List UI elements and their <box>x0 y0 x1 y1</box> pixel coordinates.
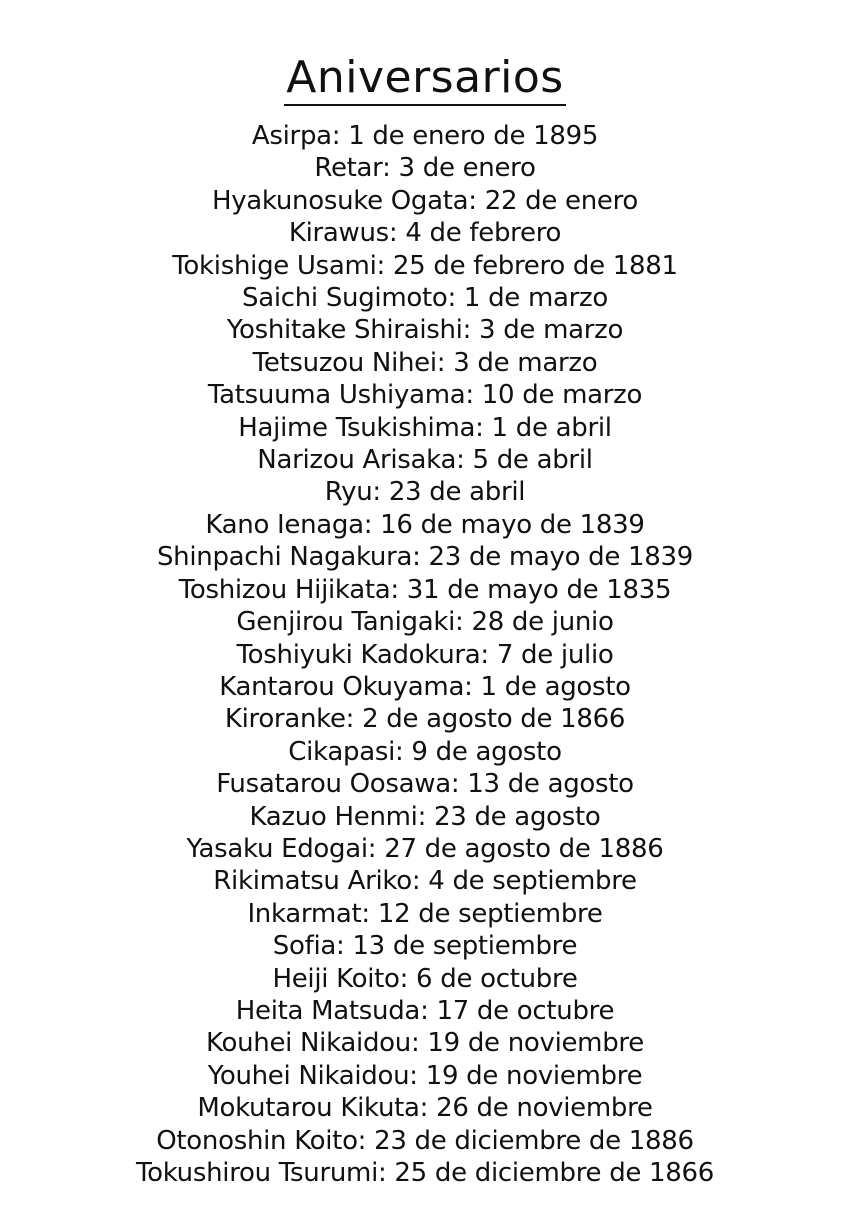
anniversary-entry: Ryu: 23 de abril <box>324 477 526 508</box>
anniversary-entry: Sofia: 13 de septiembre <box>272 931 578 962</box>
anniversary-entry: Asirpa: 1 de enero de 1895 <box>251 121 599 151</box>
anniversary-entry: Narizou Arisaka: 5 de abril <box>257 445 593 476</box>
anniversary-entry: Fusatarou Oosawa: 13 de agosto <box>216 769 634 800</box>
anniversary-entry: Hajime Tsukishima: 1 de abril <box>238 412 612 443</box>
anniversary-entry: Heiji Koito: 6 de octubre <box>272 963 578 994</box>
anniversary-entry: Mokutarou Kikuta: 26 de noviembre <box>197 1093 653 1124</box>
anniversary-entry: Youhei Nikaidou: 19 de noviembre <box>207 1060 643 1091</box>
anniversary-entry: Kano Ienaga: 16 de mayo de 1839 <box>205 509 645 540</box>
anniversary-entry: Cikapasi: 9 de agosto <box>288 736 562 767</box>
anniversary-entry: Retar: 3 de enero <box>314 153 536 184</box>
anniversary-list <box>136 120 714 1189</box>
anniversary-entry: Tokishige Usami: 25 de febrero de 1881 <box>172 250 678 281</box>
anniversary-entry: Kazuo Henmi: 23 de agosto <box>249 801 601 832</box>
anniversary-entry: Toshizou Hijikata: 31 de mayo de 1835 <box>178 574 672 605</box>
anniversary-entry: Genjirou Tanigaki: 28 de junio <box>236 607 614 638</box>
anniversary-entry: Tokushirou Tsurumi: 25 de diciembre de 1866 <box>135 1158 715 1188</box>
anniversary-entry: Otonoshin Koito: 23 de diciembre de 1886 <box>156 1125 694 1156</box>
anniversary-entry: Saichi Sugimoto: 1 de marzo <box>242 283 608 314</box>
anniversary-entry: Kantarou Okuyama: 1 de agosto <box>219 671 631 702</box>
anniversary-entry: Kiroranke: 2 de agosto de 1866 <box>224 704 626 735</box>
anniversary-entry: Yasaku Edogai: 27 de agosto de 1886 <box>186 833 664 864</box>
anniversary-entry: Rikimatsu Ariko: 4 de septiembre <box>213 866 637 897</box>
anniversary-entry: Hyakunosuke Ogata: 22 de enero <box>211 185 639 216</box>
page-title: Aniversarios <box>284 52 565 106</box>
anniversary-entry: Tetsuzou Nihei: 3 de marzo <box>252 347 598 378</box>
anniversary-entry: Inkarmat: 12 de septiembre <box>247 898 603 929</box>
anniversary-entry: Tatsuuma Ushiyama: 10 de marzo <box>207 380 643 411</box>
anniversary-entry: Toshiyuki Kadokura: 7 de julio <box>236 639 614 670</box>
anniversary-entry: Heita Matsuda: 17 de octubre <box>235 995 615 1026</box>
anniversary-entry: Kouhei Nikaidou: 19 de noviembre <box>206 1028 644 1059</box>
anniversary-entry: Yoshitake Shiraishi: 3 de marzo <box>226 315 624 346</box>
anniversary-entry: Shinpachi Nagakura: 23 de mayo de 1839 <box>156 542 694 573</box>
anniversary-entry: Kirawus: 4 de febrero <box>288 218 562 249</box>
